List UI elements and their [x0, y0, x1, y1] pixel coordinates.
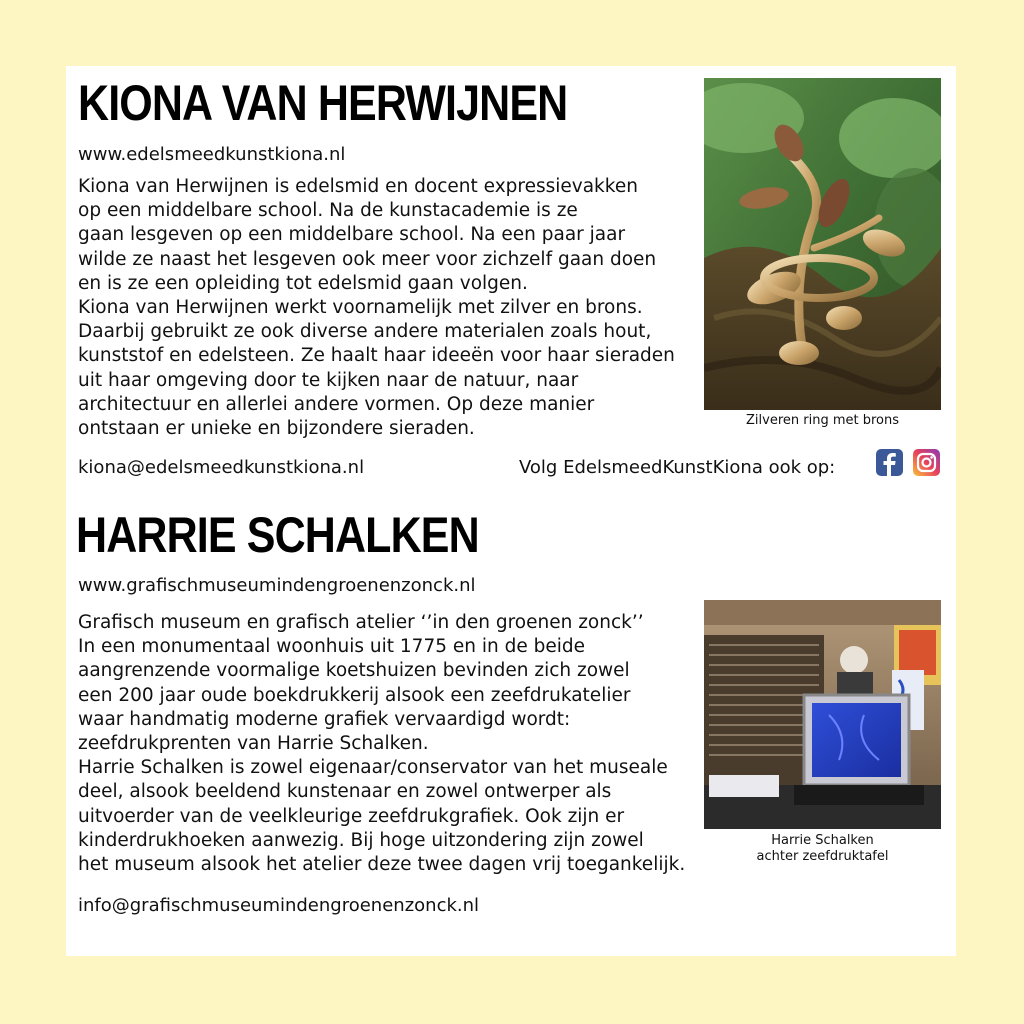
- artist1-name-heading: KIONA VAN HERWIJNEN: [78, 75, 568, 131]
- bio-line: ontstaan er unieke en bijzondere sieraden.: [78, 418, 475, 440]
- ring-photo: [704, 78, 941, 410]
- bio-line: en is ze een opleiding tot edelsmid gaan volgen.: [78, 272, 528, 294]
- bio-line: zeefdrukprenten van Harrie Schalken.: [78, 733, 429, 755]
- bio-line: Harrie Schalken is zowel eigenaar/conservator van het museale: [78, 757, 668, 779]
- facebook-icon[interactable]: [876, 449, 903, 476]
- bio-line: Daarbij gebruikt ze ook diverse andere materialen zoals hout,: [78, 321, 652, 343]
- bio-line: een 200 jaar oude boekdrukkerij alsook een zeefdrukatelier: [78, 684, 631, 706]
- bio-line: waar handmatig moderne grafiek vervaardigd wordt:: [78, 708, 571, 730]
- bio-line: gaan lesgeven op een middelbare school. Na een paar jaar: [78, 224, 626, 246]
- bio-line: het museum alsook het atelier deze twee dagen vrij toegankelijk.: [78, 854, 686, 876]
- artist1-website-link[interactable]: www.edelsmeedkunstkiona.nl: [78, 144, 346, 165]
- bio-line: uitvoerder van de veelkleurige zeefdrukgrafiek. Ook zijn er: [78, 805, 625, 827]
- artist2-name-heading: HARRIE SCHALKEN: [76, 507, 479, 563]
- bio-line: In een monumentaal woonhuis uit 1775 en in de beide: [78, 636, 585, 658]
- artist2-bio: [78, 611, 685, 877]
- caption-line: Harrie Schalken: [771, 833, 874, 848]
- bio-line: op een middelbare school. Na de kunstacademie is ze: [78, 200, 578, 222]
- bio-line: kunststof en edelsteen. Ze haalt haar ideeën voor haar sieraden: [78, 345, 675, 367]
- instagram-icon[interactable]: [913, 449, 940, 476]
- bio-line: deel, alsook beeldend kunstenaar en zowel ontwerper als: [78, 781, 612, 803]
- bio-line: Kiona van Herwijnen is edelsmid en docent expressievakken: [78, 176, 638, 197]
- bio-line: Kiona van Herwijnen werkt voornamelijk met zilver en brons.: [78, 297, 643, 319]
- bio-line: uit haar omgeving door te kijken naar de natuur, naar: [78, 369, 579, 391]
- artist2-website-link[interactable]: www.grafischmuseumindengroenenzonck.nl: [78, 575, 476, 596]
- workshop-photo: [704, 600, 941, 829]
- bio-line: kinderdrukhoeken aanwezig. Bij hoge uitzondering zijn zowel: [78, 829, 644, 851]
- bio-line: architectuur en allerlei andere vormen. Op deze manier: [78, 393, 595, 415]
- artist2-email-link[interactable]: info@grafischmuseumindengroenenzonck.nl: [78, 895, 480, 916]
- follow-text: Volg EdelsmeedKunstKiona ook op:: [519, 457, 836, 478]
- bio-line: aangrenzende voormalige koetshuizen bevinden zich zowel: [78, 660, 630, 682]
- bio-line: Grafisch museum en grafisch atelier ‘’in den groenen zonck’’: [78, 612, 644, 633]
- artist1-bio: [78, 175, 675, 441]
- workshop-photo-caption: [704, 833, 941, 865]
- bio-line: wilde ze naast het lesgeven ook meer voor zichzelf gaan doen: [78, 248, 657, 270]
- ring-photo-caption: Zilveren ring met brons: [746, 413, 899, 428]
- artist1-email-link[interactable]: kiona@edelsmeedkunstkiona.nl: [78, 457, 365, 478]
- caption-line: achter zeefdruktafel: [756, 849, 889, 864]
